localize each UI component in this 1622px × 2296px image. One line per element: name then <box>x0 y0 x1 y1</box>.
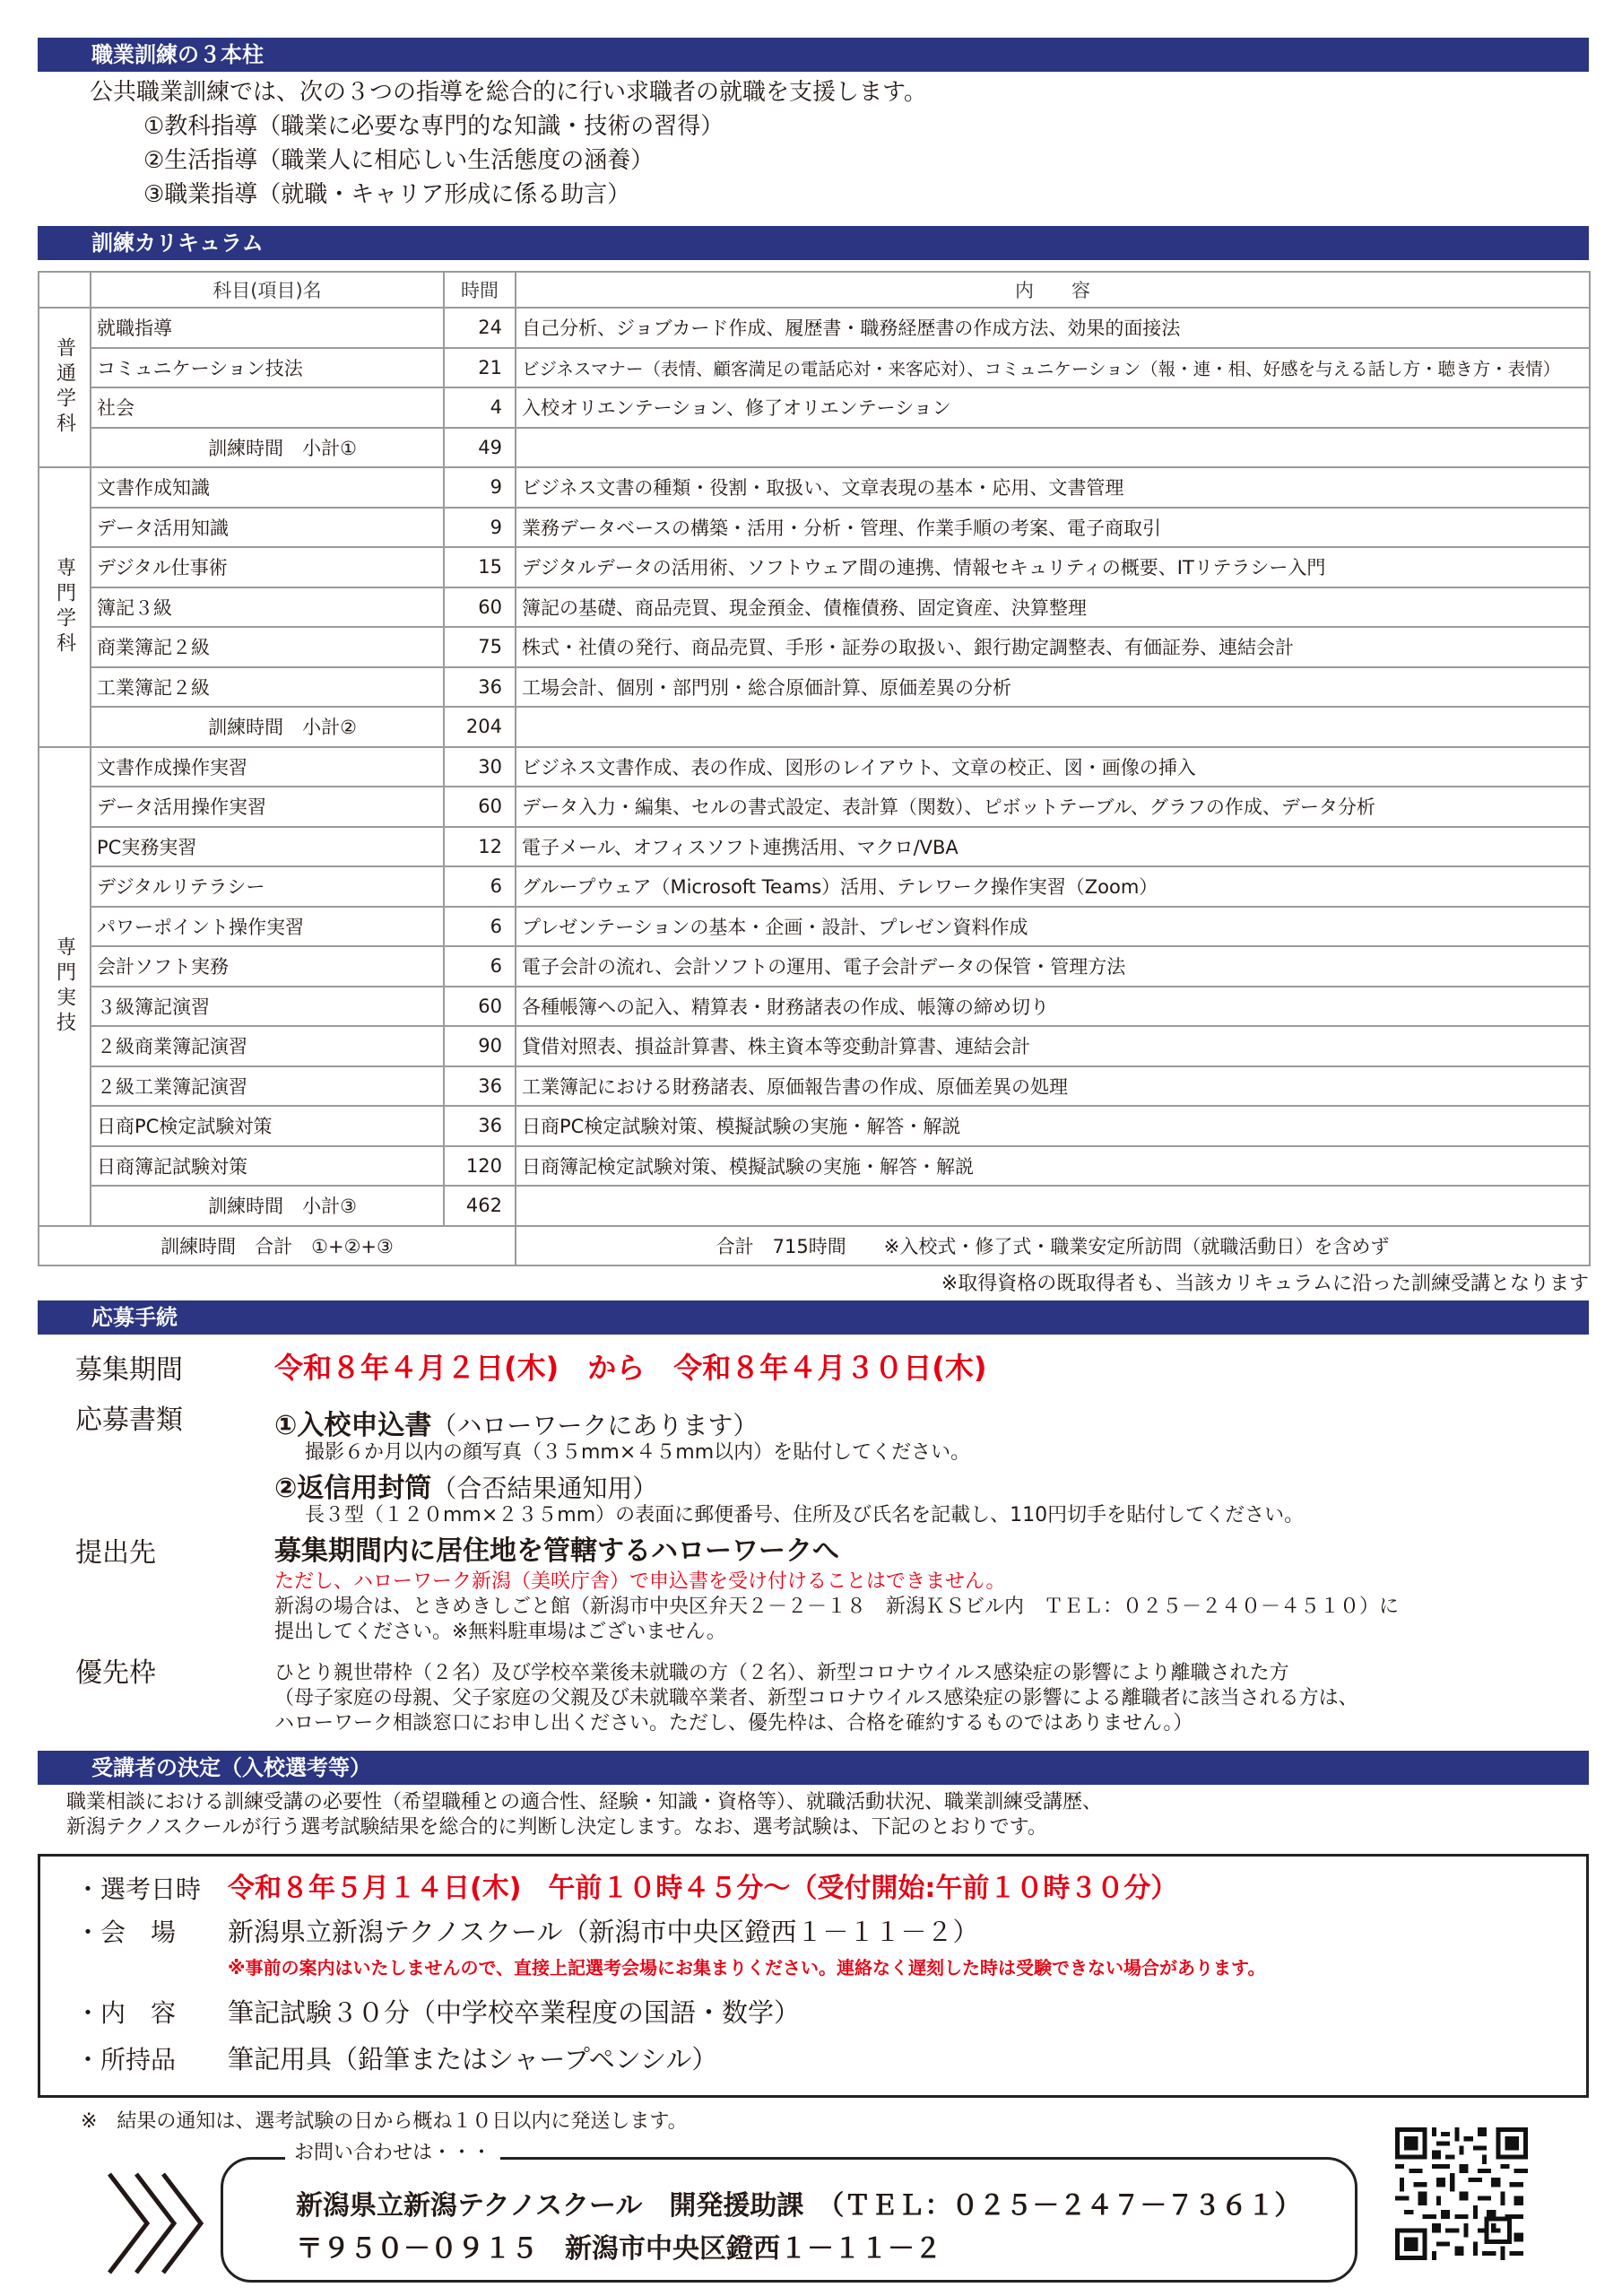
venue-warning: ※事前の案内はいたしませんので、直接上記選考会場にお集まりください。連絡なく遅刻した時は受験できない場合があります。 <box>228 1957 1266 1979</box>
table-row <box>39 1026 1590 1066</box>
hours-cell: 6 <box>444 866 516 907</box>
subject-cell: 文書作成操作実習 <box>91 747 444 787</box>
total-label: 訓練時間 合計 ①+②+③ <box>39 1226 516 1266</box>
table-row <box>39 747 1590 787</box>
subject-cell: 商業簿記２級 <box>91 627 444 667</box>
hours-cell: 12 <box>444 827 516 867</box>
contact-line: 新潟県立新潟テクノスクール 開発援助課 （ＴＥＬ：０２５－２４７－７３６１） <box>296 2190 1302 2222</box>
content-cell: 日商簿記検定試験対策、模擬試験の実施・解答・解説 <box>516 1146 1590 1187</box>
hours-cell: 4 <box>444 387 516 428</box>
venue-value: 新潟県立新潟テクノスクール（新潟市中央区鐙西１－１１－２） <box>228 1917 979 1947</box>
table-row <box>39 508 1590 548</box>
table-row <box>39 308 1590 348</box>
selection-intro: 職業相談における訓練受講の必要性（希望職種との適合性、経験・知識・資格等）、就職活動状況、職業訓練受講歴、 <box>66 1791 1103 1813</box>
doc1-note: （ハローワークにあります） <box>431 1411 759 1440</box>
items-label: ・所持品 <box>75 2045 177 2074</box>
subject-cell: データ活用知識 <box>91 508 444 548</box>
header-subject: 科目(項目)名 <box>91 272 444 308</box>
items-value: 筆記用具（鉛筆またはシャープペンシル） <box>228 2044 718 2074</box>
hours-cell: 36 <box>444 1066 516 1107</box>
documents-label: 応募書類 <box>75 1405 183 1436</box>
content-cell: プレゼンテーションの基本・企画・設計、プレゼン資料作成 <box>516 907 1590 947</box>
subject-cell: ３級簿記演習 <box>91 987 444 1027</box>
subtotal-label: 訓練時間 小計① <box>91 428 444 468</box>
subtotal-row <box>39 428 1590 468</box>
contact-address: 〒９５０－０９１５ 新潟市中央区鐙西１－１１－２ <box>296 2233 941 2265</box>
subtotal-row <box>39 707 1590 747</box>
content-cell: 貸借対照表、損益計算書、株主資本等変動計算書、連結会計 <box>516 1026 1590 1066</box>
selection-section-header: 受講者の決定（入校選考等） <box>38 1751 1589 1785</box>
content-cell: 電子会計の流れ、会計ソフトの運用、電子会計データの保管・管理方法 <box>516 946 1590 987</box>
subject-cell: デジタルリテラシー <box>91 866 444 907</box>
priority-line: ひとり親世帯枠（２名）及び学校卒業後未就職の方（２名）、新型コロナウイルス感染症の影響により離職された方 <box>274 1662 1289 1684</box>
content-cell: 業務データベースの構築・活用・分析・管理、作業手順の考案、電子商取引 <box>516 508 1590 548</box>
content-cell: データ入力・編集、セルの書式設定、表計算（関数）、ピボットテーブル、グラフの作成、データ分析 <box>516 787 1590 827</box>
table-row <box>39 1066 1590 1107</box>
date-value: 令和８年５月１４日(木) 午前１０時４５分～（受付開始:午前１０時３０分） <box>228 1873 1178 1904</box>
subtotal-hours: 204 <box>444 707 516 747</box>
subject-cell: 工業簿記２級 <box>91 667 444 708</box>
period-value: 令和８年４月２日(木) から 令和８年４月３０日(木) <box>274 1351 987 1385</box>
content-cell: 株式・社債の発行、商品売買、手形・証券の取扱い、銀行勘定調整表、有価証券、連結会計 <box>516 627 1590 667</box>
hours-cell: 90 <box>444 1026 516 1066</box>
subject-cell: 社会 <box>91 387 444 428</box>
content-cell: 日商PC検定試験対策、模擬試験の実施・解答・解説 <box>516 1106 1590 1146</box>
hours-cell: 120 <box>444 1146 516 1187</box>
submit-warning: ただし、ハローワーク新潟（美咲庁舎）で申込書を受け付けることはできません。 <box>274 1570 1006 1593</box>
content-cell: 入校オリエンテーション、修了オリエンテーション <box>516 387 1590 428</box>
subtotal-hours: 462 <box>444 1186 516 1226</box>
table-row <box>39 627 1590 667</box>
table-row <box>39 348 1590 388</box>
content-cell: 簿記の基礎、商品売買、現金預金、債権債務、固定資産、決算整理 <box>516 587 1590 628</box>
doc2-detail: 長３型（１２０mm×２３５mm）の表面に郵便番号、住所及び氏名を記載し、110円切手を貼付してください。 <box>305 1504 1305 1526</box>
subtotal-hours: 49 <box>444 428 516 468</box>
table-header-row <box>39 272 1590 308</box>
hours-cell: 60 <box>444 987 516 1027</box>
category-cell: 普通学科 <box>39 308 91 467</box>
submit-line: 新潟の場合は、ときめきしごと館（新潟市中央区弁天２－２－１８ 新潟ＫＳビル内 ＴＥＬ：０２５－２４０－４５１０）に <box>274 1596 1400 1618</box>
subject-cell: パワーポイント操作実習 <box>91 907 444 947</box>
content-cell: ビジネス文書の種類・役割・取扱い、文章表現の基本・応用、文書管理 <box>516 467 1590 508</box>
hours-cell: 36 <box>444 1106 516 1146</box>
venue-label: ・会 場 <box>75 1918 177 1947</box>
doc1-detail: 撮影６か月以内の顔写真（３５mm×４５mm以内）を貼付してください。 <box>305 1441 971 1464</box>
doc1-line <box>274 1403 758 1442</box>
hours-cell: 60 <box>444 587 516 628</box>
content-cell: グループウェア（Microsoft Teams）活用、テレワーク操作実習（Zoom） <box>516 866 1590 907</box>
hours-cell: 9 <box>444 467 516 508</box>
curriculum-table <box>38 271 1591 1266</box>
priority-line: ハローワーク相談窓口にお申し出ください。ただし、優先枠は、合格を確約するものではありません。） <box>274 1712 1193 1735</box>
subject-cell: ２級工業簿記演習 <box>91 1066 444 1107</box>
selection-intro: 新潟テクノスクールが行う選考試験結果を総合的に判断し決定します。なお、選考試験は、下記のとおりです。 <box>66 1816 1047 1839</box>
subject-cell: コミュニケーション技法 <box>91 348 444 388</box>
content-cell: 各種帳簿への記入、精算表・財務諸表の作成、帳簿の締め切り <box>516 987 1590 1027</box>
table-row <box>39 467 1590 508</box>
subtotal-row <box>39 1186 1590 1226</box>
subject-cell: 日商PC検定試験対策 <box>91 1106 444 1146</box>
subject-cell: 簿記３級 <box>91 587 444 628</box>
pillars-intro: 公共職業訓練では、次の３つの指導を総合的に行い求職者の就職を支援します。 <box>90 79 927 106</box>
hours-cell: 21 <box>444 348 516 388</box>
content-cell: ビジネス文書作成、表の作成、図形のレイアウト、文章の校正、図・画像の挿入 <box>516 747 1590 787</box>
table-row <box>39 987 1590 1027</box>
category-cell: 専門実技 <box>39 747 91 1226</box>
table-row <box>39 1106 1590 1146</box>
table-row <box>39 907 1590 947</box>
table-row <box>39 387 1590 428</box>
hours-cell: 24 <box>444 308 516 348</box>
header-content: 内 容 <box>516 272 1590 308</box>
submit-label: 提出先 <box>75 1537 156 1569</box>
table-row <box>39 587 1590 628</box>
priority-label: 優先枠 <box>75 1657 156 1689</box>
empty-cell <box>516 707 1590 747</box>
result-note: ※ 結果の通知は、選考試験の日から概ね１０日以内に発送します。 <box>81 2110 688 2133</box>
hours-cell: 60 <box>444 787 516 827</box>
content-cell: ビジネスマナー（表情、顧客満足の電話応対・来客応対）、コミュニケーション（報・連・相、好感を与える話し方・聴き方・表情） <box>516 348 1590 388</box>
table-row <box>39 1146 1590 1187</box>
subject-cell: 就職指導 <box>91 308 444 348</box>
table-row <box>39 547 1590 587</box>
hours-cell: 15 <box>444 547 516 587</box>
content-value: 筆記試験３０分（中学校卒業程度の国語・数学） <box>228 1997 801 2028</box>
content-cell: デジタルデータの活用術、ソフトウェア間の連携、情報セキュリティの概要、ITリテラシー入門 <box>516 547 1590 587</box>
curriculum-section-header: 訓練カリキュラム <box>38 226 1589 260</box>
header-hours: 時間 <box>444 272 516 308</box>
pillar-item: ②生活指導（職業人に相応しい生活態度の涵養） <box>143 147 655 174</box>
priority-line: （母子家庭の母親、父子家庭の父親及び未就職卒業者、新型コロナウイルス感染症の影響による離職者に該当される方は、 <box>274 1687 1358 1709</box>
application-section-header: 応募手続 <box>38 1300 1589 1335</box>
submit-main: 募集期間内に居住地を管轄するハローワークへ <box>274 1535 839 1567</box>
subject-cell: データ活用操作実習 <box>91 787 444 827</box>
subject-cell: ２級商業簿記演習 <box>91 1026 444 1066</box>
content-label: ・内 容 <box>75 1998 177 2028</box>
hours-cell: 6 <box>444 946 516 987</box>
content-cell: 工業簿記における財務諸表、原価報告書の作成、原価差異の処理 <box>516 1066 1590 1107</box>
subject-cell: PC実務実習 <box>91 827 444 867</box>
content-cell: 電子メール、オフィスソフト連携活用、マクロ/VBA <box>516 827 1590 867</box>
table-row <box>39 827 1590 867</box>
total-text: 合計 715時間 ※入校式・修了式・職業安定所訪問（就職活動日）を含めず <box>516 1226 1590 1266</box>
table-row <box>39 667 1590 708</box>
doc1-title: ①入校申込書 <box>274 1410 432 1441</box>
submit-line: 提出してください。※無料駐車場はございません。 <box>274 1621 726 1643</box>
empty-cell <box>516 1186 1590 1226</box>
subject-cell: 会計ソフト実務 <box>91 946 444 987</box>
subtotal-label: 訓練時間 小計② <box>91 707 444 747</box>
header-category <box>39 272 91 308</box>
table-row <box>39 946 1590 987</box>
category-cell: 専門学科 <box>39 467 91 747</box>
empty-cell <box>516 428 1590 468</box>
doc2-note: （合否結果通知用） <box>431 1474 658 1503</box>
subject-cell: 文書作成知識 <box>91 467 444 508</box>
period-label: 募集期間 <box>75 1354 183 1386</box>
total-row <box>39 1226 1590 1266</box>
hours-cell: 9 <box>444 508 516 548</box>
table-row <box>39 866 1590 907</box>
subject-cell: デジタル仕事術 <box>91 547 444 587</box>
pillar-item: ③職業指導（就職・キャリア形成に係る助言） <box>143 181 631 208</box>
pillars-section-header: 職業訓練の３本柱 <box>38 38 1589 72</box>
subject-cell: 日商簿記試験対策 <box>91 1146 444 1187</box>
contact-label: お問い合わせは・・・ <box>285 2140 500 2167</box>
date-label: ・選考日時 <box>75 1874 202 1904</box>
hours-cell: 6 <box>444 907 516 947</box>
curriculum-note: ※取得資格の既取得者も、当該カリキュラムに沿った訓練受講となります <box>941 1273 1589 1295</box>
qr-code-icon[interactable] <box>1395 2127 1528 2260</box>
table-row <box>39 787 1590 827</box>
doc2-line <box>274 1465 657 1505</box>
chevron-arrows-icon <box>106 2170 222 2276</box>
content-cell: 自己分析、ジョブカード作成、履歴書・職務経歴書の作成方法、効果的面接法 <box>516 308 1590 348</box>
hours-cell: 36 <box>444 667 516 708</box>
hours-cell: 75 <box>444 627 516 667</box>
content-cell: 工場会計、個別・部門別・総合原価計算、原価差異の分析 <box>516 667 1590 708</box>
pillar-item: ①教科指導（職業に必要な専門的な知識・技術の習得） <box>143 113 724 140</box>
hours-cell: 30 <box>444 747 516 787</box>
doc2-title: ②返信用封筒 <box>274 1473 432 1504</box>
subtotal-label: 訓練時間 小計③ <box>91 1186 444 1226</box>
